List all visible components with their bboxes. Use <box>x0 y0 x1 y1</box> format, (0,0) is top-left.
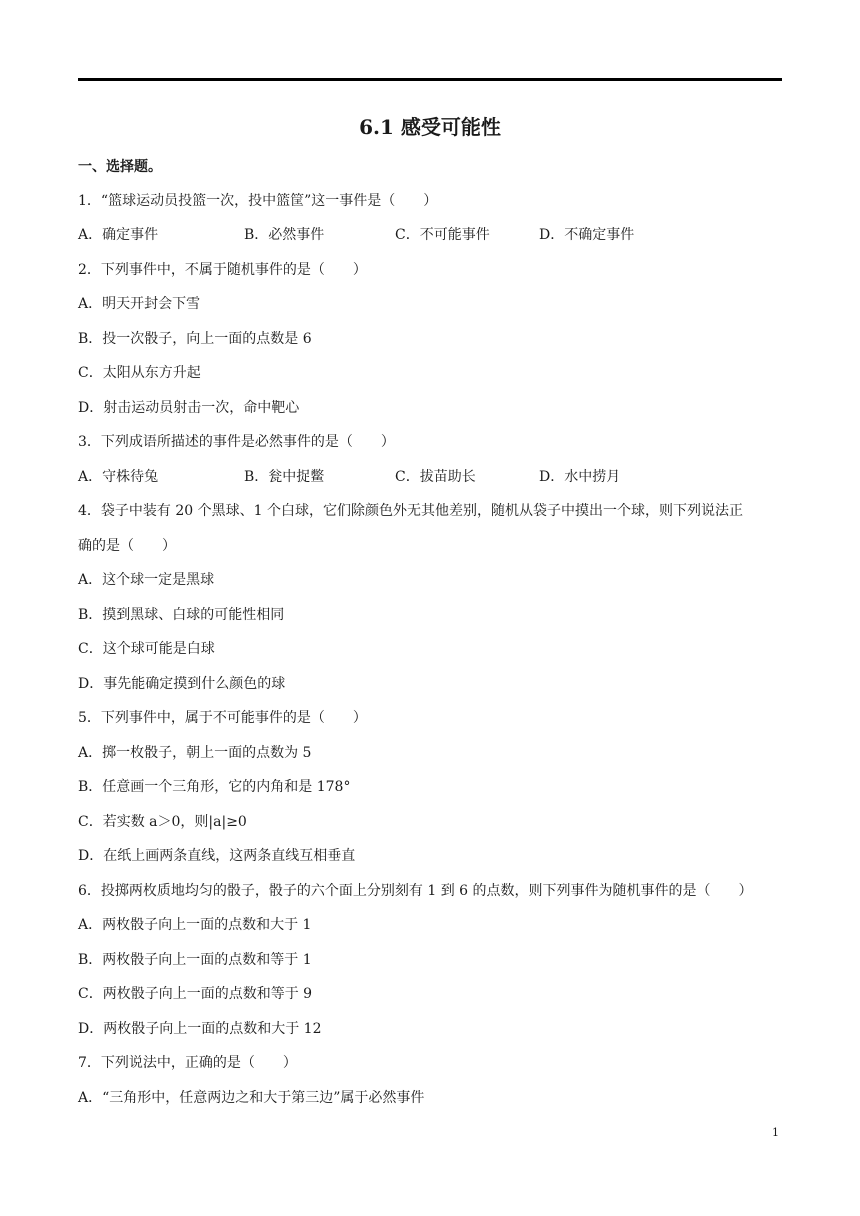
question-3-options <box>78 467 620 487</box>
question-3-option-a: A．守株待兔 <box>78 469 159 485</box>
question-6-stem: 6．投掷两枚质地均匀的骰子，骰子的六个面上分别刻有 1 到 6 的点数，则下列事件为随机事件的是（ ） <box>78 883 753 899</box>
question-3-option-d: D．水中捞月 <box>539 469 621 485</box>
question-3-option-b: B．瓮中捉鳖 <box>244 469 325 485</box>
question-2-stem: 2．下列事件中，不属于随机事件的是（ ） <box>78 262 367 278</box>
page-number: 1 <box>772 1126 779 1139</box>
question-1-option-b: B．必然事件 <box>244 227 325 243</box>
question-1-option-d: D．不确定事件 <box>539 227 635 243</box>
question-5-stem: 5．下列事件中，属于不可能事件的是（ ） <box>78 710 367 726</box>
question-6-option-c: C．两枚骰子向上一面的点数和等于 9 <box>78 986 313 1002</box>
question-3-stem: 3．下列成语所描述的事件是必然事件的是（ ） <box>78 434 395 450</box>
question-1-stem: 1．“篮球运动员投篮一次，投中篮筐”这一事件是（ ） <box>78 193 438 209</box>
question-5-option-b: B．任意画一个三角形，它的内角和是 178° <box>78 779 351 795</box>
question-6-option-d: D．两枚骰子向上一面的点数和大于 12 <box>78 1021 322 1037</box>
question-5-option-a: A．掷一枚骰子，朝上一面的点数为 5 <box>78 745 312 761</box>
question-1-option-c: C．不可能事件 <box>395 227 490 243</box>
question-4-option-d: D．事先能确定摸到什么颜色的球 <box>78 676 286 692</box>
question-1-options <box>78 225 634 245</box>
question-2-option-a: A．明天开封会下雪 <box>78 296 201 312</box>
question-2-option-c: C．太阳从东方升起 <box>78 365 201 381</box>
question-2-option-d: D．射击运动员射击一次，命中靶心 <box>78 400 300 416</box>
question-5-option-c: C．若实数 a＞0，则|a|≥0 <box>78 814 247 830</box>
question-6-option-b: B．两枚骰子向上一面的点数和等于 1 <box>78 952 312 968</box>
question-7-option-a: A．“三角形中，任意两边之和大于第三边”属于必然事件 <box>78 1090 425 1106</box>
question-6-option-a: A．两枚骰子向上一面的点数和大于 1 <box>78 917 312 933</box>
question-4-option-c: C．这个球可能是白球 <box>78 641 215 657</box>
question-7-stem: 7．下列说法中，正确的是（ ） <box>78 1055 297 1071</box>
page-title: 6.1 感受可能性 <box>359 115 501 139</box>
header-rule <box>78 78 782 81</box>
question-4-option-b: B．摸到黑球、白球的可能性相同 <box>78 607 285 623</box>
question-5-option-d: D．在纸上画两条直线，这两条直线互相垂直 <box>78 848 356 864</box>
section-heading: 一、选择题。 <box>78 159 162 175</box>
question-1-option-a: A．确定事件 <box>78 227 159 243</box>
question-4-stem-line-2: 确的是（ ） <box>78 538 176 554</box>
question-4-option-a: A．这个球一定是黑球 <box>78 572 215 588</box>
question-3-option-c: C．拔苗助长 <box>395 469 476 485</box>
question-4-stem-line-1: 4．袋子中装有 20 个黑球、1 个白球，它们除颜色外无其他差别，随机从袋子中摸出一个球，则下列说法正 <box>78 503 743 519</box>
question-2-option-b: B．投一次骰子，向上一面的点数是 6 <box>78 331 312 347</box>
